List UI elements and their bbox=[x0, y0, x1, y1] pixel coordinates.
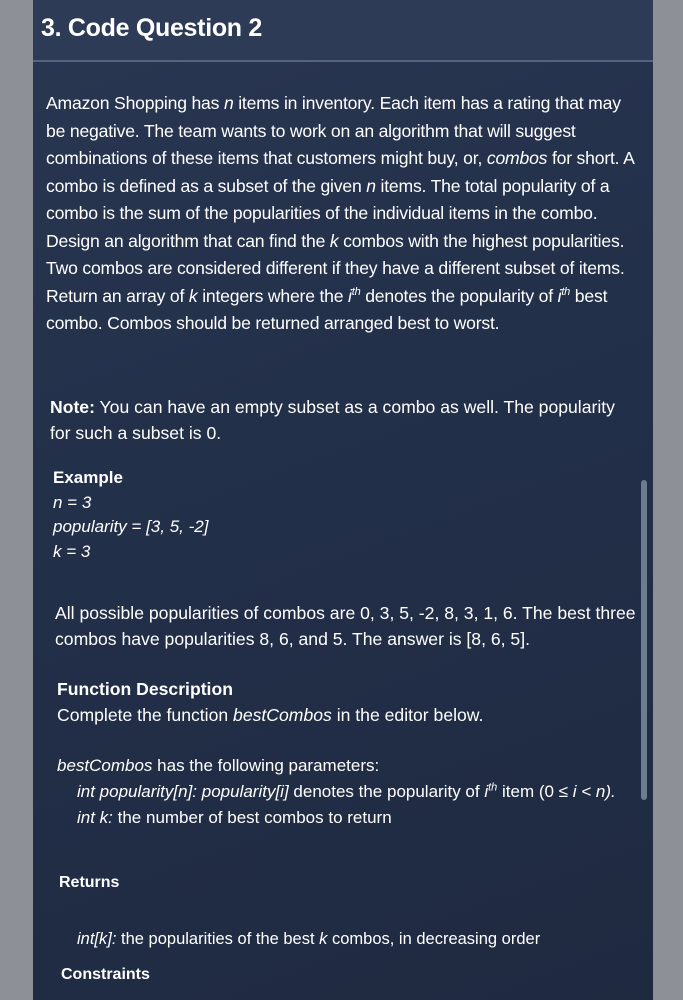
returns-sig: int[k]: bbox=[77, 930, 117, 948]
scrollbar[interactable] bbox=[641, 480, 647, 800]
example-heading: Example bbox=[53, 468, 123, 487]
param-k-text: the number of best combos to return bbox=[112, 808, 392, 827]
question-header bbox=[33, 0, 653, 62]
returns-desc: combos, in decreasing order bbox=[327, 930, 541, 948]
note-block bbox=[50, 394, 635, 446]
desc-sup-th: th bbox=[351, 285, 361, 298]
desc-text: Amazon Shopping has bbox=[46, 93, 224, 113]
desc-var-k: k bbox=[329, 230, 339, 251]
param-sup-th: th bbox=[488, 781, 498, 794]
desc-text: items. The total popularity of a combo is the sum of the popularities of the individual items in the combo. Design an algorithm that can find the bbox=[46, 175, 610, 251]
desc-var-i: i bbox=[557, 285, 562, 306]
desc-text: denotes the popularity of bbox=[360, 285, 558, 306]
example-n: n = 3 bbox=[53, 492, 92, 512]
note-label: Note: bbox=[50, 397, 95, 417]
desc-var-k: k bbox=[188, 285, 198, 306]
function-name: bestCombos bbox=[57, 756, 153, 775]
params-intro-text: has the following parameters: bbox=[152, 756, 380, 775]
fd-text: Complete the function bbox=[57, 705, 234, 725]
param-popularity-range: i < n). bbox=[572, 782, 616, 801]
desc-text: integers where the bbox=[197, 285, 349, 306]
function-description-text bbox=[57, 702, 642, 728]
problem-description bbox=[46, 90, 641, 338]
desc-text: combos with the highest popularities. Two combos are considered different if they have a different subset of items. Return an array of bbox=[46, 230, 625, 306]
desc-var-i: i bbox=[348, 285, 352, 306]
question-title: 3. Code Question 2 bbox=[41, 14, 263, 42]
example-explanation: All possible popularities of combos are 0, 3, 5, -2, 8, 3, 1, 6. The best three combos have popularities 8, 6, and 5. The answer is [8, 6, 5]. bbox=[55, 603, 636, 649]
params-intro bbox=[57, 753, 642, 779]
returns-heading: Returns bbox=[59, 874, 120, 891]
desc-text: items in inventory. Each item has a rating that may be negative. The team wants to work on an algorithm that will suggest combinations of these items that customers might buy, or, bbox=[46, 93, 621, 168]
fd-text: in the editor below. bbox=[331, 705, 484, 725]
returns-desc: the popularities of the best bbox=[116, 930, 320, 948]
desc-var-n: n bbox=[366, 175, 376, 196]
question-screen bbox=[33, 0, 653, 1000]
param-k-sig: int k: bbox=[77, 808, 113, 827]
example-block bbox=[53, 466, 633, 564]
returns-text bbox=[77, 930, 647, 949]
desc-var-i: i bbox=[484, 782, 489, 801]
note-text: You can have an empty subset as a combo as well. The popularity for such a subset is 0. bbox=[50, 397, 615, 443]
desc-var-k: k bbox=[319, 930, 328, 948]
param-popularity-var: popularity[i] bbox=[201, 782, 289, 801]
function-description bbox=[57, 676, 642, 728]
desc-text: for short. A combo is defined as a subset of the given bbox=[46, 148, 634, 196]
desc-sup-th: th bbox=[561, 285, 571, 298]
example-popularity: popularity = [3, 5, -2] bbox=[53, 517, 209, 536]
param-popularity-text: item (0 ≤ bbox=[497, 782, 573, 801]
desc-combos: combos bbox=[486, 148, 548, 168]
desc-text: best combo. Combos should be returned arranged best to worst. bbox=[46, 285, 608, 333]
function-name: bestCombos bbox=[233, 705, 332, 725]
constraints-heading: Constraints bbox=[61, 966, 150, 983]
param-k bbox=[57, 805, 642, 831]
param-popularity-text: denotes the popularity of bbox=[288, 782, 485, 801]
function-description-heading: Function Description bbox=[57, 679, 233, 699]
parameters-block bbox=[57, 753, 642, 831]
param-popularity bbox=[57, 779, 642, 805]
desc-var-n: n bbox=[223, 93, 234, 113]
param-popularity-sig: int popularity[n]: bbox=[77, 782, 198, 801]
example-k: k = 3 bbox=[53, 541, 91, 561]
